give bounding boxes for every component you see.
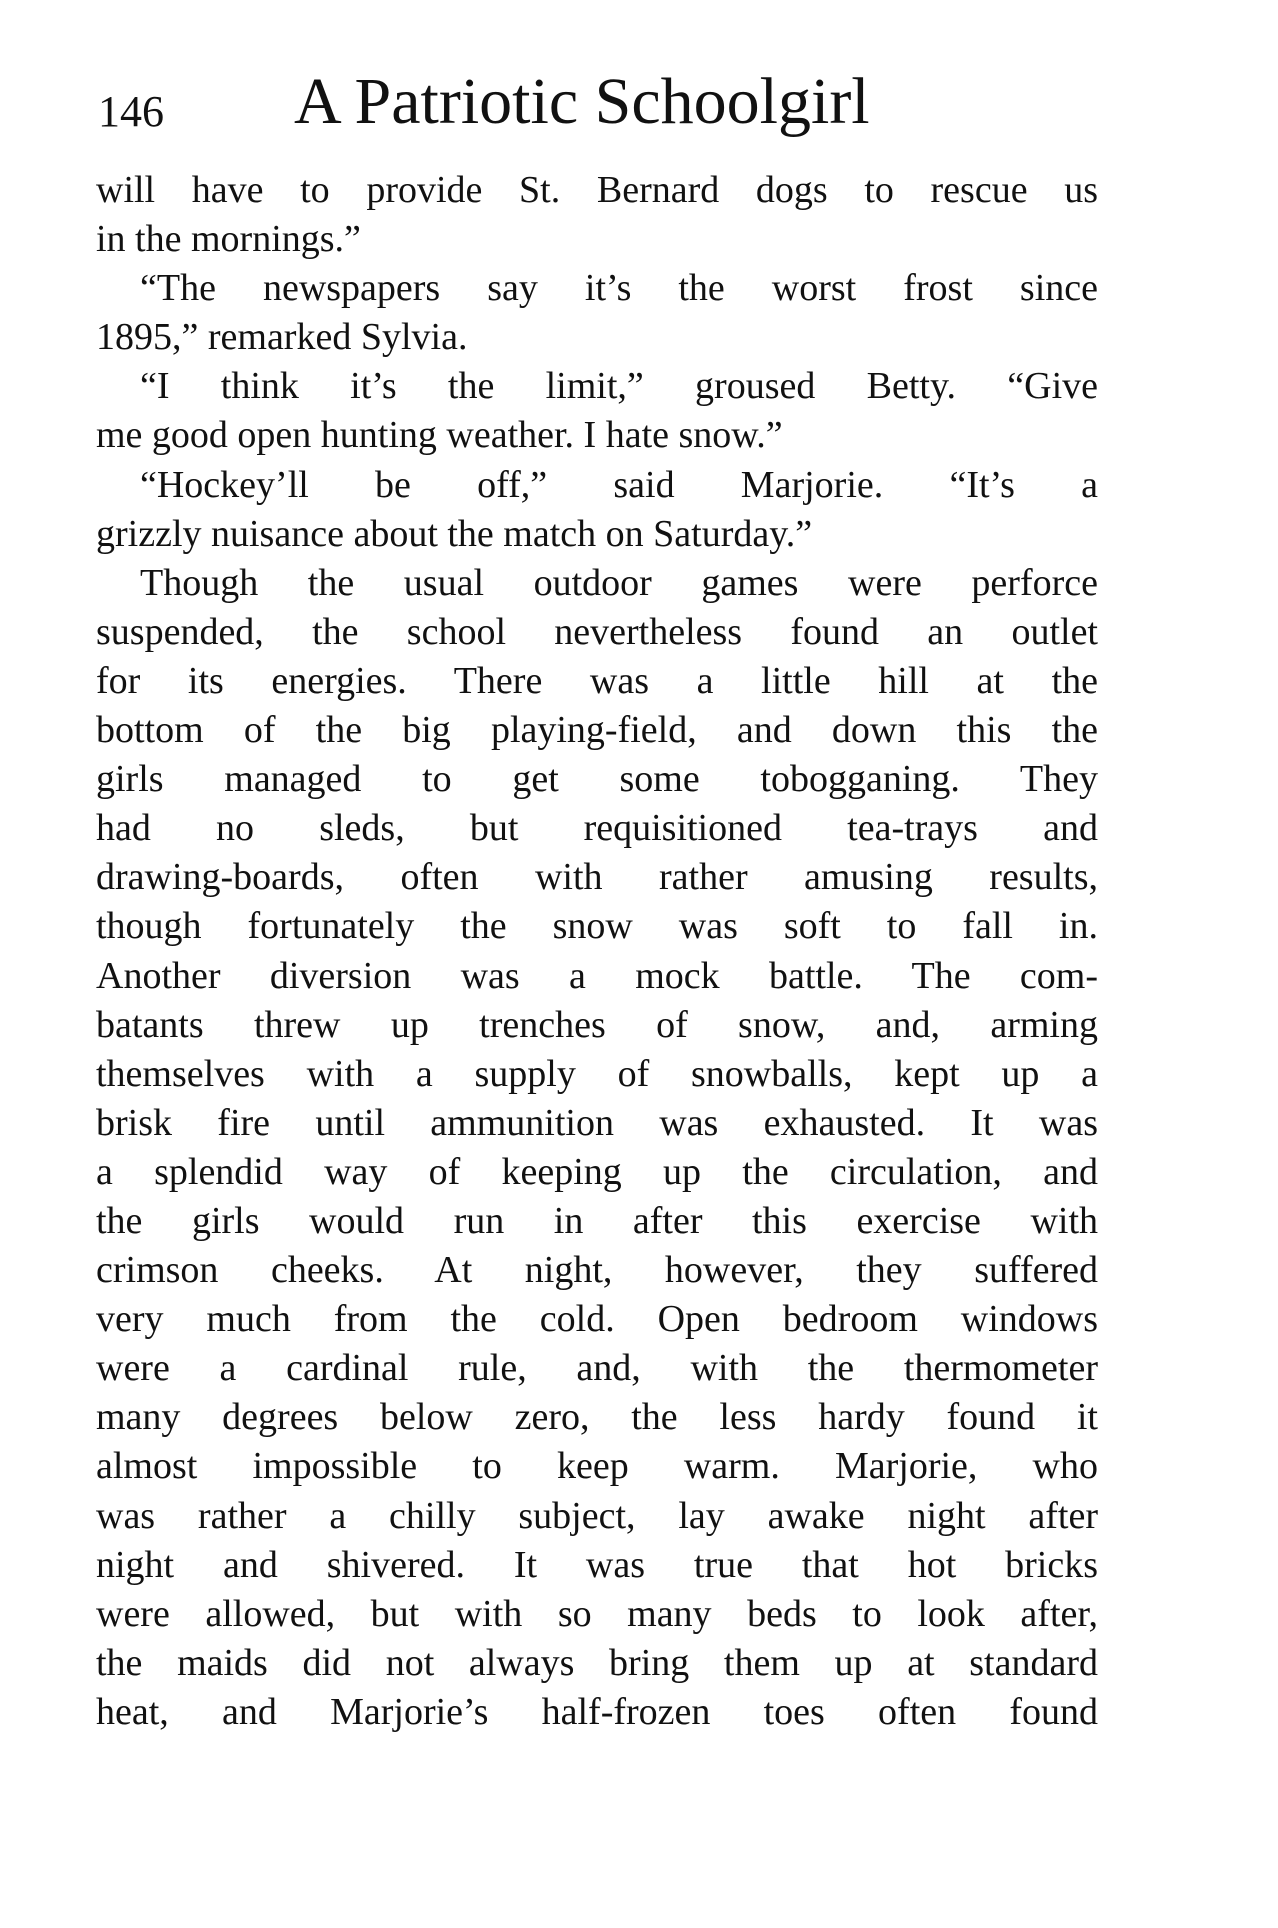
text-line: were allowed, but with so many beds to look after, [96, 1592, 1098, 1635]
text-line: many degrees below zero, the less hardy found it [96, 1396, 1098, 1439]
running-title: A Patriotic Schoolgirl [294, 65, 870, 138]
text-line: in the mornings.” [96, 218, 361, 261]
text-line: were a cardinal rule, and, with the thermometer [96, 1347, 1098, 1390]
text-line: for its energies. There was a little hill at the [96, 659, 1098, 702]
text-line: drawing-boards, often with rather amusing results, [96, 856, 1098, 899]
text-line: Though the usual outdoor games were perforce [140, 561, 1098, 604]
text-line: the girls would run in after this exercise with [96, 1199, 1098, 1242]
page-number: 146 [98, 87, 164, 136]
text-line: the maids did not always bring them up at standard [96, 1641, 1098, 1684]
text-line: batants threw up trenches of snow, and, arming [96, 1003, 1098, 1046]
text-line: night and shivered. It was true that hot bricks [96, 1543, 1098, 1586]
text-line: suspended, the school nevertheless found an outlet [96, 610, 1098, 653]
text-line: crimson cheeks. At night, however, they suffered [96, 1249, 1098, 1292]
text-line: though fortunately the snow was soft to fall in. [96, 905, 1098, 948]
text-line: bottom of the big playing-field, and down this the [96, 709, 1098, 752]
text-line: “The newspapers say it’s the worst frost since [140, 267, 1098, 310]
text-line: grizzly nuisance about the match on Saturday.” [96, 512, 813, 555]
text-line: very much from the cold. Open bedroom windows [96, 1298, 1098, 1341]
text-line: had no sleds, but requisitioned tea-trays and [96, 807, 1098, 850]
body-text [96, 166, 1098, 1737]
text-line: Another diversion was a mock battle. The com- [96, 954, 1098, 997]
text-line: themselves with a supply of snowballs, kept up a [96, 1052, 1098, 1095]
page-header [98, 62, 1098, 142]
text-line: 1895,” remarked Sylvia. [96, 316, 468, 359]
text-line: a splendid way of keeping up the circulation, and [96, 1150, 1098, 1193]
text-line: brisk fire until ammunition was exhausted. It was [96, 1101, 1098, 1144]
text-line: almost impossible to keep warm. Marjorie, who [96, 1445, 1098, 1488]
text-line: me good open hunting weather. I hate snow.” [96, 414, 783, 457]
text-line: “Hockey’ll be off,” said Marjorie. “It’s a [140, 463, 1098, 506]
text-line: “I think it’s the limit,” groused Betty. “Give [140, 365, 1098, 408]
text-line: heat, and Marjorie’s half-frozen toes often found [96, 1690, 1098, 1733]
text-line: girls managed to get some tobogganing. They [96, 758, 1098, 801]
text-line: was rather a chilly subject, lay awake night after [96, 1494, 1098, 1537]
text-line: will have to provide St. Bernard dogs to rescue us [96, 169, 1098, 211]
